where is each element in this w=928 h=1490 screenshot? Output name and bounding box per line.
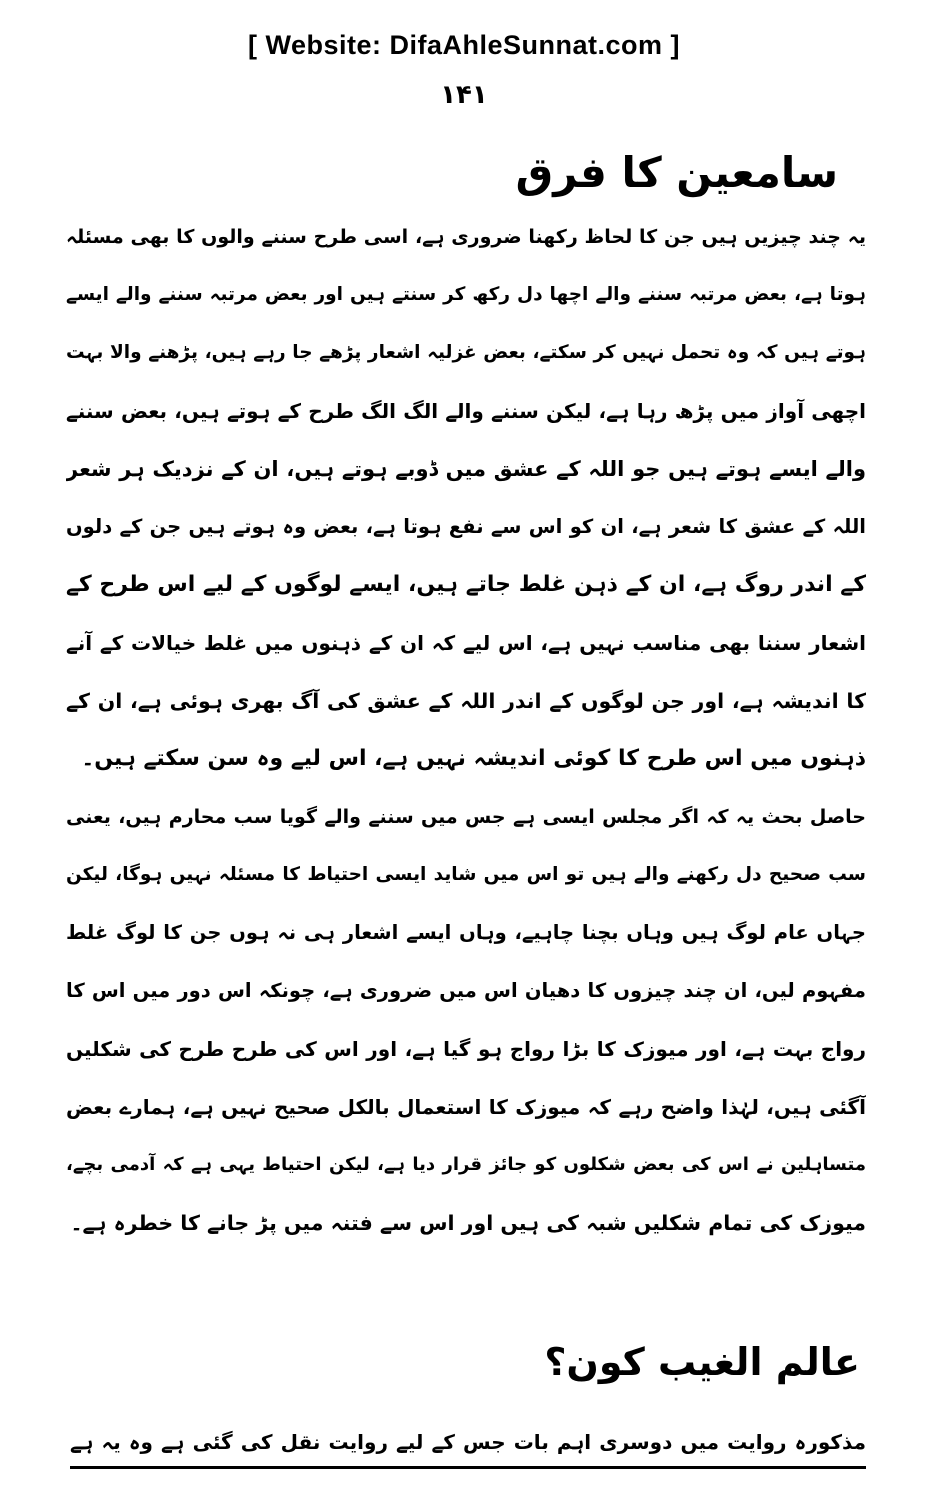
text-line: کے اندر روگ ہے، ان کے ذہن غلط جاتے ہیں، ایسے لوگوں کے لیے اس طرح کے [66,572,866,597]
section-heading-alim-ul-ghaib: عالم الغیب کون؟ [544,1340,860,1384]
section-heading-samieen: سامعین کا فرق [515,148,838,197]
text-line: ہوتے ہیں کہ وہ تحمل نہیں کر سکتے، بعض غزلیہ اشعار پڑھے جا رہے ہیں، پڑھنے والا بہت [66,342,866,363]
text-line: جہاں عام لوگ ہیں وہاں بچنا چاہیے، وہاں ایسے اشعار ہی نہ ہوں جن کا لوگ غلط [66,921,866,944]
text-line: رواج بہت ہے، اور میوزک کا بڑا رواج ہو گیا ہے، اور اس کی طرح طرح کی شکلیں [66,1037,866,1061]
text-line: سب صحیح دل رکھنے والے ہیں تو اس میں شاید ایسی احتیاط کا مسئلہ نہیں ہوگا، لیکن [66,864,866,885]
text-line: اللہ کے عشق کا شعر ہے، ان کو اس سے نفع ہوتا ہے، بعض وہ ہوتے ہیں جن کے دلوں [66,515,866,538]
website-header: [ Website: DifaAhleSunnat.com ] [247,30,681,60]
text-line: ذہنوں میں اس طرح کا کوئی اندیشہ نہیں ہے، اس لیے وہ سن سکتے ہیں۔ [81,746,866,771]
footer-rule [70,1466,866,1469]
text-line: اچھی آواز میں پڑھ رہا ہے، لیکن سننے والے الگ الگ طرح کے ہوتے ہیں، بعض سننے [66,399,866,423]
text-line: مذکورہ روایت میں دوسری اہم بات جس کے لیے روایت نقل کی گئی ہے وہ یہ ہے [70,1430,866,1454]
text-line: مفہوم لیں، ان چند چیزوں کا دھیان اس میں ضروری ہے، چونکہ اس دور میں اس کا [66,979,866,1002]
text-line: متساہلین نے اس کی بعض شکلوں کو جائز قرار دیا ہے، لیکن احتیاط یہی ہے کہ آدمی بچے، [66,1154,866,1175]
text-line: اشعار سننا بھی مناسب نہیں ہے، اس لیے کہ ان کے ذہنوں میں غلط خیالات کے آنے [66,631,866,655]
text-line: کا اندیشہ ہے، اور جن لوگوں کے اندر اللہ کے عشق کی آگ بھری ہوئی ہے، ان کے [66,689,866,713]
text-line: والے ایسے ہوتے ہیں جو اللہ کے عشق میں ڈوبے ہوتے ہیں، ان کے نزدیک ہر شعر [66,457,866,481]
text-line: میوزک کی تمام شکلیں شبہ کی ہیں اور اس سے فتنہ میں پڑ جانے کا خطرہ ہے۔ [70,1211,866,1235]
text-line: حاصل بحث یہ کہ اگر مجلس ایسی ہے جس میں سننے والے گویا سب محارم ہیں، یعنی [66,806,866,828]
text-line: آگئی ہیں، لہٰذا واضح رہے کہ میوزک کا استعمال بالکل صحیح نہیں ہے، ہمارے بعض [66,1095,866,1119]
text-line: ہوتا ہے، بعض مرتبہ سننے والے اچھا دل رکھ کر سنتے ہیں اور بعض مرتبہ سننے والے ایسے [66,284,866,305]
page-number: ۱۴۱ [440,80,488,110]
text-line: یہ چند چیزیں ہیں جن کا لحاظ رکھنا ضروری ہے، اسی طرح سننے والوں کا بھی مسئلہ [66,226,866,248]
